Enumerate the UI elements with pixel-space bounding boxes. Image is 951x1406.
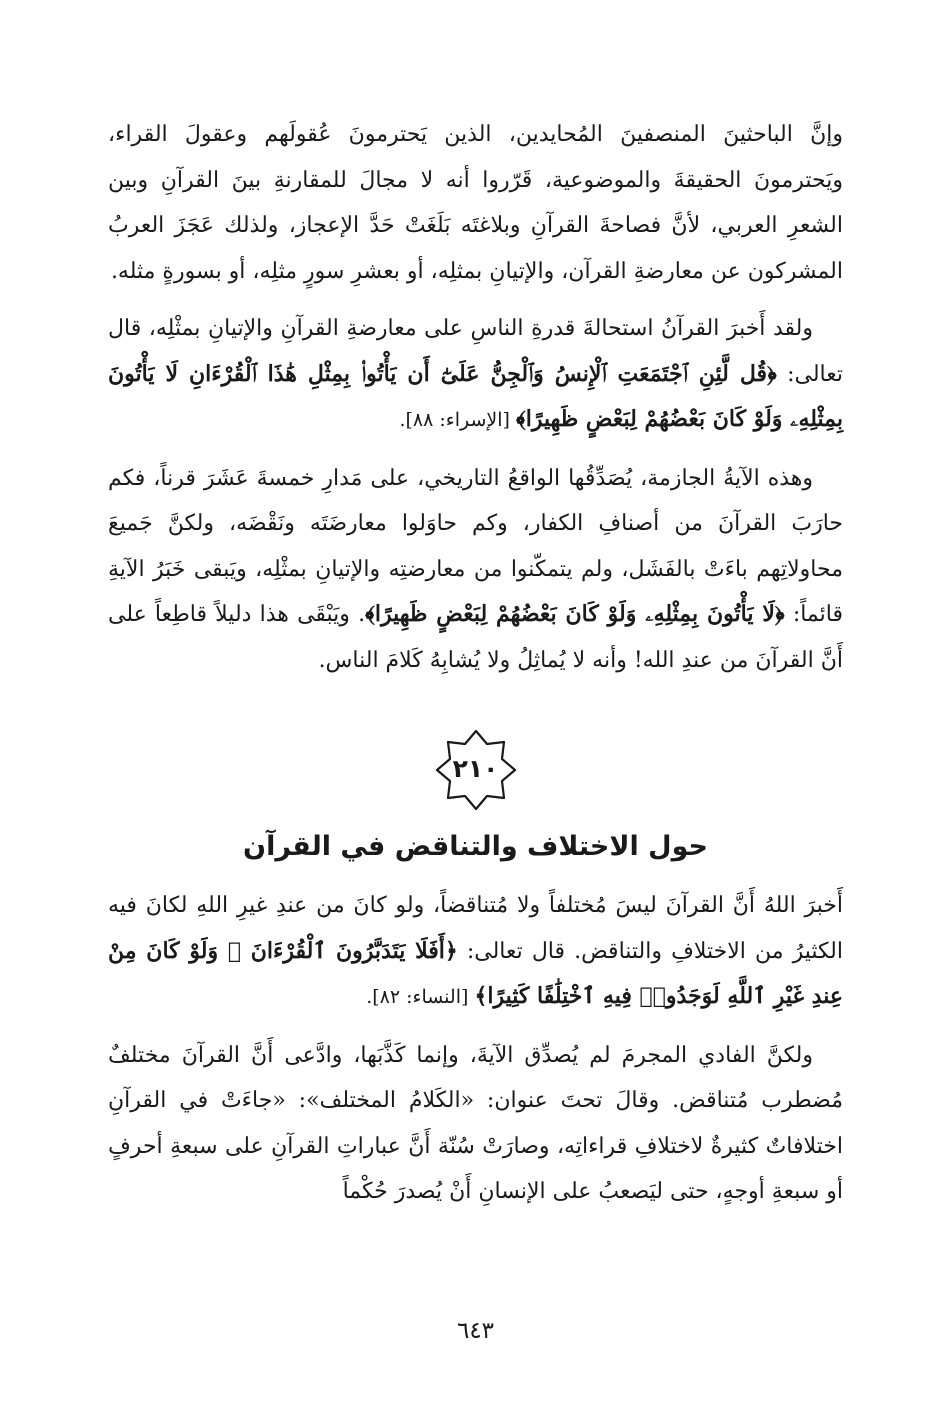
verse-reference: [النساء: ٨٢]. xyxy=(366,986,475,1008)
paragraph-historical-fact xyxy=(108,456,843,684)
quran-verse: ﴿أَفَلَا يَتَدَبَّرُونَ ٱلْقُرْءَانَ ۚ وَلَوْ كَانَ مِنْ عِندِ غَيْرِ ٱللَّهِ لَوَجَدُوا۟ فِيهِ ٱخْتِلَٰفًا كَثِيرًا﴾ xyxy=(108,937,843,1009)
quran-verse: ﴿لَا يَأْتُونَ بِمِثْلِهِۦ وَلَوْ كَانَ بَعْضُهُمْ لِبَعْضٍ ظَهِيرًا﴾ xyxy=(365,601,785,627)
quran-verse: ﴿قُل لَّئِنِ ٱجْتَمَعَتِ ٱلْإِنسُ وَٱلْجِنُّ عَلَىٰٓ أَن يَأْتُوا۟ بِمِثْلِ هَٰذَا ٱلْقُرْءَانِ لَا يَأْتُونَ بِمِثْلِهِۦ وَلَوْ كَانَ بَعْضُهُمْ لِبَعْضٍ ظَهِيرًا﴾ xyxy=(108,360,843,432)
section-badge-wrapper xyxy=(108,727,843,813)
paragraph-text: وإنَّ الباحثينَ المنصفينَ المُحايدين، الذين يَحترمونَ عُقولَهم وعقولَ القراء، ويَحترمونَ الحقيقةَ والموضوعية، قَرّروا أنه لا مجالَ للمقارنةِ بينَ القرآنِ وبين الشعرِ العربي، لأنَّ فصاحةَ القرآنِ وبلاغتَه بَلَغَتْ حَدَّ الإعجاز، ولذلك عَجَزَ العربُ المشركون عن معارضةِ القرآن، والإتيانِ بمثلِه، أو بعشرِ سورٍ مثلِه، أو بسورةٍ مثله. xyxy=(108,122,843,284)
paragraph-isra-verse xyxy=(108,306,843,444)
paragraph-text: ولكنَّ الفادي المجرمَ لم يُصدِّق الآيةَ، وإنما كَذَّبَها، وادَّعى أَنَّ القرآنَ مختلفٌ مُضطرب مُتناقض. وقالَ تحتَ عنوان: «الكَلامُ المختلف»: «جاءَتْ في القرآنِ اختلافاتٌ كثيرةٌ لاختلافِ قراءاتِه، وصارَتْ سُنّة أَنَّ عباراتِ القرآنِ على سبعةِ أحرفٍ أو سبعةِ أوجهٍ، حتى ليَصعبُ على الإنسانِ أَنْ يُصدرَ حُكْماً xyxy=(108,1042,843,1204)
paragraph-text: ولقد أَخبرَ القرآنُ استحالةَ قدرةِ الناسِ على معارضةِ القرآنِ والإتيانِ بمثْلِه، قال تعالى: xyxy=(108,316,843,387)
paragraph-text: أَخبرَ اللهُ أَنَّ القرآنَ ليسَ مُختلفاً ولا مُتناقضاً، ولو كانَ من عندِ غيرِ اللهِ لكانَ فيه الكثيرُ من الاختلافِ والتناقض. قال تعالى: xyxy=(108,893,843,964)
paragraph-text: وهذه الآيةُ الجازمة، يُصَدِّقُها الواقعُ التاريخي، على مَدارِ خمسةَ عَشَرَ قرناً، فكم حارَبَ القرآنَ من أصنافِ الكفار، وكم حاوَلوا معارضَتَه ونَقْضَه، ولكنَّ جَميعَ محاولاتِهم باءَتْ بالفَشَل، ولم يتمكّنوا من معارضتِه والإتيانِ بمثْلِه، ويَبقى خَبَرُ الآيةِ قائماً: xyxy=(108,465,843,627)
paragraph-intro xyxy=(108,112,843,294)
paragraph-claim xyxy=(108,1033,843,1215)
paragraph-text: . ويَبْقَى هذا دليلاً قاطِعاً على أَنَّ القرآنَ من عندِ الله! وأنه لا يُماثِلُ ولا يُشابِهُ كَلامَ الناس. xyxy=(108,602,843,673)
section-number-badge xyxy=(433,727,519,813)
page-body xyxy=(108,112,843,1227)
verse-reference: [الإسراء: ٨٨]. xyxy=(399,409,516,431)
paragraph-nisa-verse xyxy=(108,883,843,1021)
section-number: ٢١٠ xyxy=(452,754,499,783)
section-title: حول الاختلاف والتناقض في القرآن xyxy=(243,831,708,862)
page-number: ٦٤٣ xyxy=(456,1318,495,1344)
